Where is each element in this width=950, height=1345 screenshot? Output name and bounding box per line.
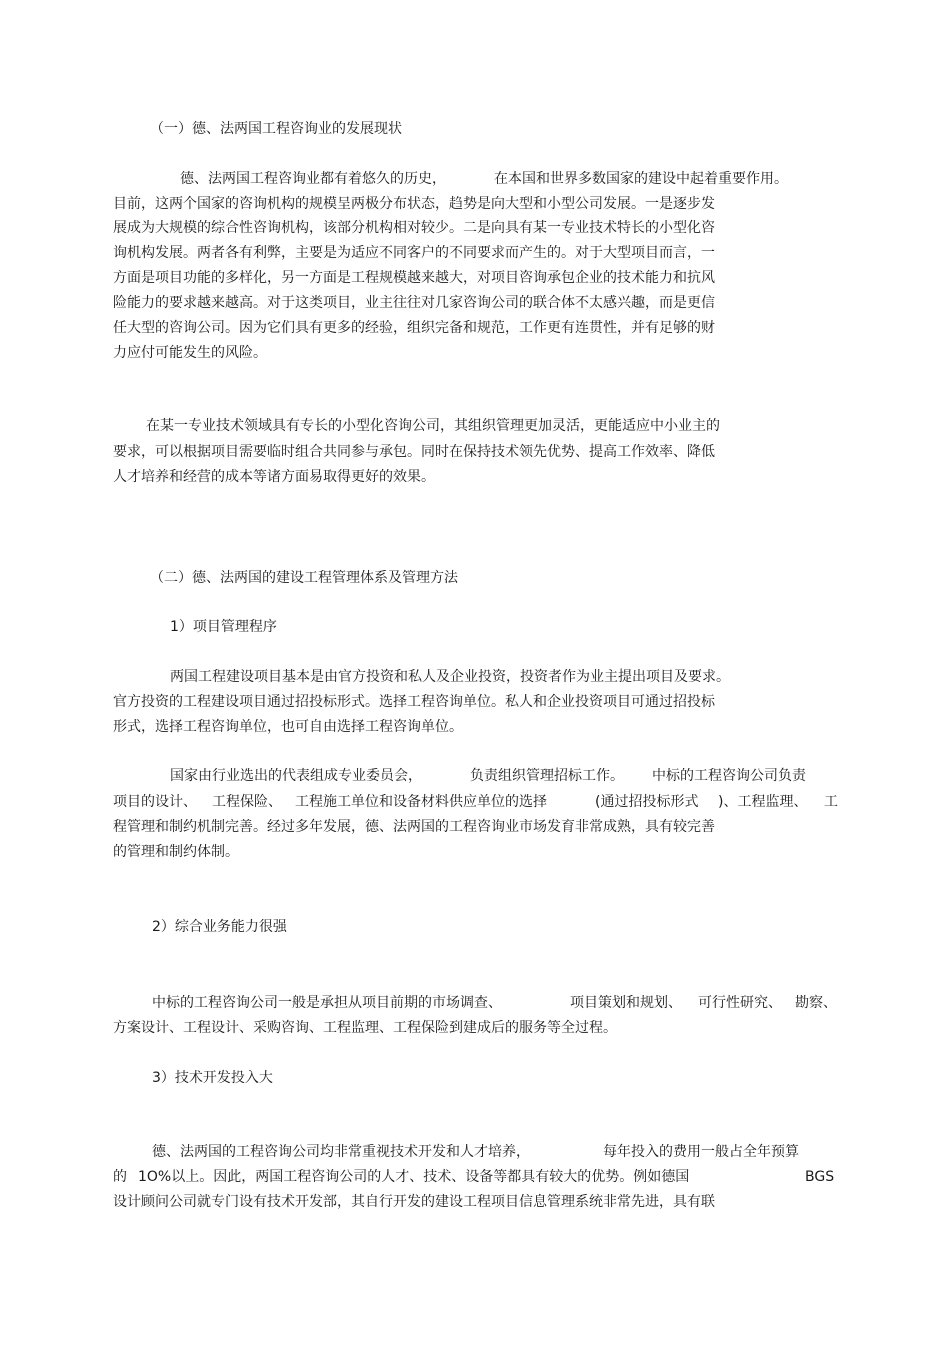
text-line: 任大型的咨询公司。因为它们具有更多的经验，组织完备和规范，工作更有连贯性，并有足够的财	[113, 320, 715, 336]
text-line: 询机构发展。两者各有利弊，主要是为适应不同客户的不同要求而产生的。对于大型项目而言，一	[113, 245, 715, 261]
text-line: 程管理和制约机制完善。经过多年发展，德、法两国的工程咨询业市场发育非常成熟，具有较完善	[113, 819, 715, 835]
text-line: 两国工程建设项目基本是由官方投资和私人及企业投资，投资者作为业主提出项目及要求。	[170, 669, 730, 685]
text-line: 在某一专业技术领域具有专长的小型化咨询公司，其组织管理更加灵活，更能适应中小业主的	[146, 418, 720, 434]
text-line: 中标的工程咨询公司负责	[652, 768, 806, 784]
text-line: 的管理和制约体制。	[113, 844, 239, 860]
text-line: 项目策划和规划、	[570, 995, 682, 1011]
text-line: 方面是项目功能的多样化，另一方面是工程规模越来越大，对项目咨询承包企业的技术能力和抗风	[113, 270, 715, 286]
text-line: 的	[113, 1169, 127, 1185]
section-heading-1: （一）德、法两国工程咨询业的发展现状	[150, 121, 402, 137]
text-line: 人才培养和经营的成本等诸方面易取得更好的效果。	[113, 469, 435, 485]
text-line: 形式，选择工程咨询单位，也可自由选择工程咨询单位。	[113, 719, 463, 735]
text-line: 项目的设计、	[113, 794, 197, 810]
text-line: 官方投资的工程建设项目通过招投标形式。选择工程咨询单位。私人和企业投资项目可通过招投标	[113, 694, 715, 710]
text-line: 展成为大规模的综合性咨询机构，该部分机构相对较少。二是向具有某一专业技术特长的小型化咨	[113, 220, 715, 236]
text-line: 目前，这两个国家的咨询机构的规模呈两极分布状态，趋势是向大型和小型公司发展。一是逐步发	[113, 196, 715, 212]
text-line: 德、法两国工程咨询业都有着悠久的历史，	[180, 171, 446, 187]
text-line: 险能力的要求越来越高。对于这类项目，业主往往对几家咨询公司的联合体不太感兴趣，而是更信	[113, 295, 715, 311]
text-line: 勘察、	[795, 995, 837, 1011]
text-line: 每年投入的费用一般占全年预算	[603, 1144, 799, 1160]
text-line: 可行性研究、	[698, 995, 782, 1011]
text-line: 工程施工单位和设备材料供应单位的选择	[295, 794, 547, 810]
text-line: 国家由行业选出的代表组成专业委员会，	[170, 768, 422, 784]
text-line: 工	[824, 794, 838, 810]
text-line: 1O%以上。因此，两国工程咨询公司的人才、技术、设备等都具有较大的优势。例如德国	[138, 1169, 690, 1185]
subsection-heading-1: 1）项目管理程序	[170, 619, 277, 635]
text-line: 中标的工程咨询公司一般是承担从项目前期的市场调查、	[152, 995, 502, 1011]
text-line: 在本国和世界多数国家的建设中起着重要作用。	[494, 171, 788, 187]
text-line: 德、法两国的工程咨询公司均非常重视技术开发和人才培养，	[152, 1144, 530, 1160]
subsection-heading-2: 2）综合业务能力很强	[152, 919, 287, 935]
text-line: )、工程监理、	[718, 794, 808, 810]
text-line: 力应付可能发生的风险。	[113, 345, 267, 361]
text-line: 工程保险、	[212, 794, 282, 810]
text-line: 负责组织管理招标工作。	[470, 768, 624, 784]
text-line: 方案设计、工程设计、采购咨询、工程监理、工程保险到建成后的服务等全过程。	[113, 1020, 617, 1036]
text-line: BGS	[805, 1169, 835, 1185]
text-line: 设计顾问公司就专门设有技术开发部，其自行开发的建设工程项目信息管理系统非常先进，具有联	[113, 1194, 715, 1210]
text-line: 要求，可以根据项目需要临时组合共同参与承包。同时在保持技术领先优势、提高工作效率、降低	[113, 444, 715, 460]
section-heading-2: （二）德、法两国的建设工程管理体系及管理方法	[150, 570, 458, 586]
subsection-heading-3: 3）技术开发投入大	[152, 1070, 273, 1086]
text-line: (通过招投标形式	[595, 794, 699, 810]
